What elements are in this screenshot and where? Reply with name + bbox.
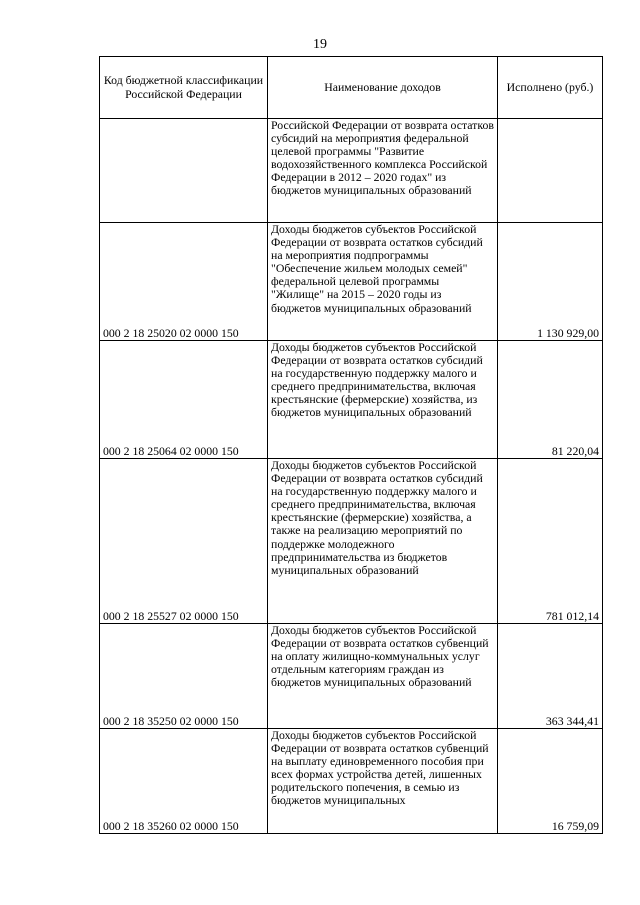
- row-code: 000 2 18 25527 02 0000 150: [100, 459, 268, 624]
- row-name: Доходы бюджетов субъектов Российской Федерации от возврата остатков субсидий на государственную поддержку малого и среднего предпринимательства, включая крестьянские (фермерские) хозяйства, а также на реализацию мероприятий по поддержке молодежного предпринимательства из бюджетов муниципальных образований: [268, 459, 498, 624]
- table-row: [100, 459, 603, 624]
- row-name: Доходы бюджетов субъектов Российской Федерации от возврата остатков субвенций на выплату единовременного пособия при всех формах устройства детей, лишенных родительского попечения, в семью из бюджетов муниципальных: [268, 729, 498, 834]
- revenue-table: [99, 56, 603, 834]
- row-name: Доходы бюджетов субъектов Российской Федерации от возврата остатков субвенций на оплату жилищно-коммунальных услуг отдельным категориям граждан из бюджетов муниципальных образований: [268, 624, 498, 729]
- row-amount: 1 130 929,00: [498, 223, 603, 341]
- row-code: 000 2 18 25064 02 0000 150: [100, 341, 268, 459]
- table-row: [100, 223, 603, 341]
- row-code: 000 2 18 35260 02 0000 150: [100, 729, 268, 834]
- row-amount: 363 344,41: [498, 624, 603, 729]
- row-amount: [498, 119, 603, 223]
- page-number: 19: [313, 37, 327, 52]
- row-amount: 16 759,09: [498, 729, 603, 834]
- table-row: [100, 341, 603, 459]
- header-name: Наименование доходов: [268, 57, 498, 119]
- table-row: [100, 119, 603, 223]
- row-amount: 81 220,04: [498, 341, 603, 459]
- row-name: Доходы бюджетов субъектов Российской Федерации от возврата остатков субсидий на государственную поддержку малого и среднего предпринимательства, включая крестьянские (фермерские) хозяйства, из бюджетов муниципальных образований: [268, 341, 498, 459]
- row-code: [100, 119, 268, 223]
- header-code: Код бюджетной классификации Российской Федерации: [100, 57, 268, 119]
- table-row: [100, 729, 603, 834]
- row-name: Доходы бюджетов субъектов Российской Федерации от возврата остатков субсидий на мероприятия подпрограммы "Обеспечение жильем молодых семей" федеральной целевой программы "Жилище" на 2015 – 2020 годы из бюджетов муниципальных образований: [268, 223, 498, 341]
- row-name: Российской Федерации от возврата остатков субсидий на мероприятия федеральной целевой программы "Развитие водохозяйственного комплекса Российской Федерации в 2012 – 2020 годах" из бюджетов муниципальных образований: [268, 119, 498, 223]
- table-header-row: [100, 57, 603, 119]
- header-amount: Исполнено (руб.): [498, 57, 603, 119]
- row-code: 000 2 18 35250 02 0000 150: [100, 624, 268, 729]
- table-row: [100, 624, 603, 729]
- row-code: 000 2 18 25020 02 0000 150: [100, 223, 268, 341]
- row-amount: 781 012,14: [498, 459, 603, 624]
